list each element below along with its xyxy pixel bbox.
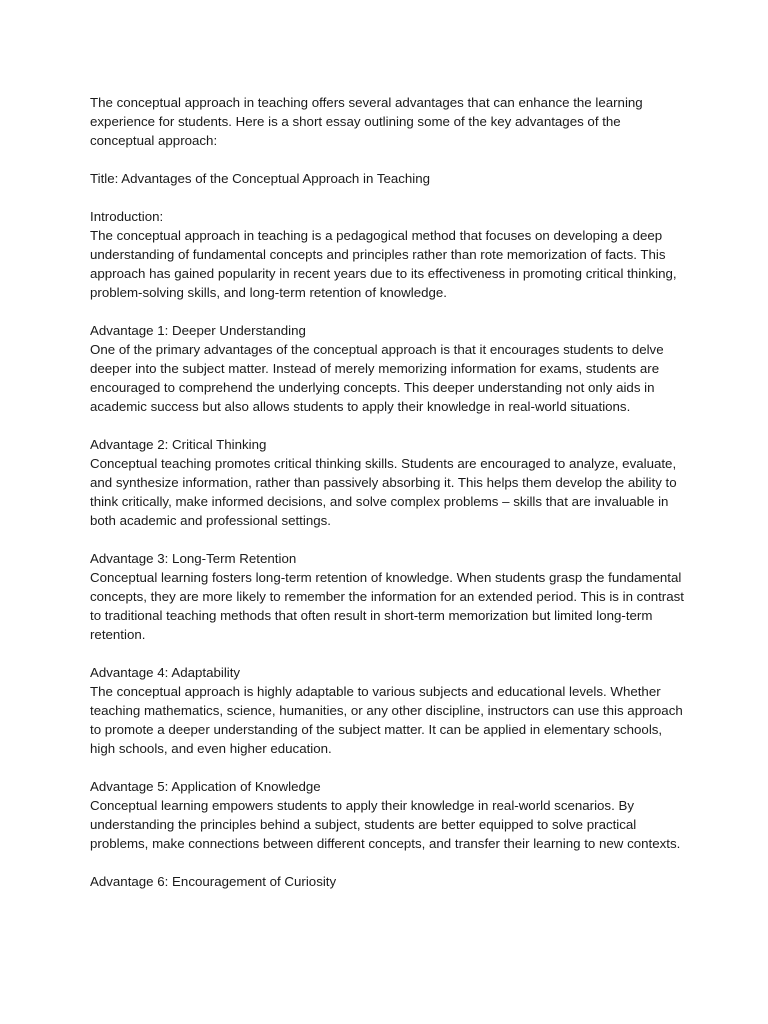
section-advantage-4 [90,663,685,758]
section-advantage-3 [90,549,685,644]
section-body: Conceptual teaching promotes critical thinking skills. Students are encouraged to analyze, evaluate, and synthesize information, rather than passively absorbing it. This helps them develop the ability to think critically, make informed decisions, and solve complex problems – skills that are invaluable in both academic and professional settings. [90,456,677,528]
section-heading: Advantage 5: Application of Knowledge [90,779,321,794]
section-heading: Introduction: [90,209,164,224]
section-body: The conceptual approach is highly adaptable to various subjects and educational levels. Whether teaching mathematics, science, humanities, or any other discipline, instructors can use this approach to promote a deeper understanding of the subject matter. It can be applied in elementary schools, high schools, and even higher education. [90,684,683,756]
section-body: Conceptual learning fosters long-term retention of knowledge. When students grasp the fundamental concepts, they are more likely to remember the information for an extended period. This is in contrast to traditional teaching methods that often result in short-term memorization but limited long-term retention. [90,570,684,642]
section-body: Conceptual learning empowers students to apply their knowledge in real-world scenarios. By understanding the principles behind a subject, students are better equipped to solve practical problems, make connections between different concepts, and transfer their learning to new contexts. [90,798,681,851]
document-page [90,93,685,891]
section-body: The conceptual approach in teaching is a pedagogical method that focuses on developing a deep understanding of fundamental concepts and principles rather than rote memorization of facts. This approach has gained popularity in recent years due to its effectiveness in promoting critical thinking, problem-solving skills, and long-term retention of knowledge. [90,228,677,300]
document-title: Title: Advantages of the Conceptual Approach in Teaching [90,171,431,186]
section-advantage-6 [90,872,685,891]
section-body: One of the primary advantages of the conceptual approach is that it encourages students to delve deeper into the subject matter. Instead of merely memorizing information for exams, students are encouraged to comprehend the underlying concepts. This deeper understanding not only aids in academic success but also allows students to apply their knowledge in real-world situations. [90,342,664,414]
intro-paragraph: The conceptual approach in teaching offers several advantages that can enhance the learning experience for students. Here is a short essay outlining some of the key advantages of the conceptual approach: [90,95,643,148]
section-advantage-1 [90,321,685,416]
section-heading: Advantage 3: Long-Term Retention [90,551,297,566]
section-advantage-5 [90,777,685,853]
section-advantage-2 [90,435,685,530]
section-heading: Advantage 4: Adaptability [90,665,241,680]
section-heading: Advantage 1: Deeper Understanding [90,323,306,338]
section-heading: Advantage 6: Encouragement of Curiosity [90,874,337,889]
section-introduction [90,207,685,302]
section-heading: Advantage 2: Critical Thinking [90,437,267,452]
